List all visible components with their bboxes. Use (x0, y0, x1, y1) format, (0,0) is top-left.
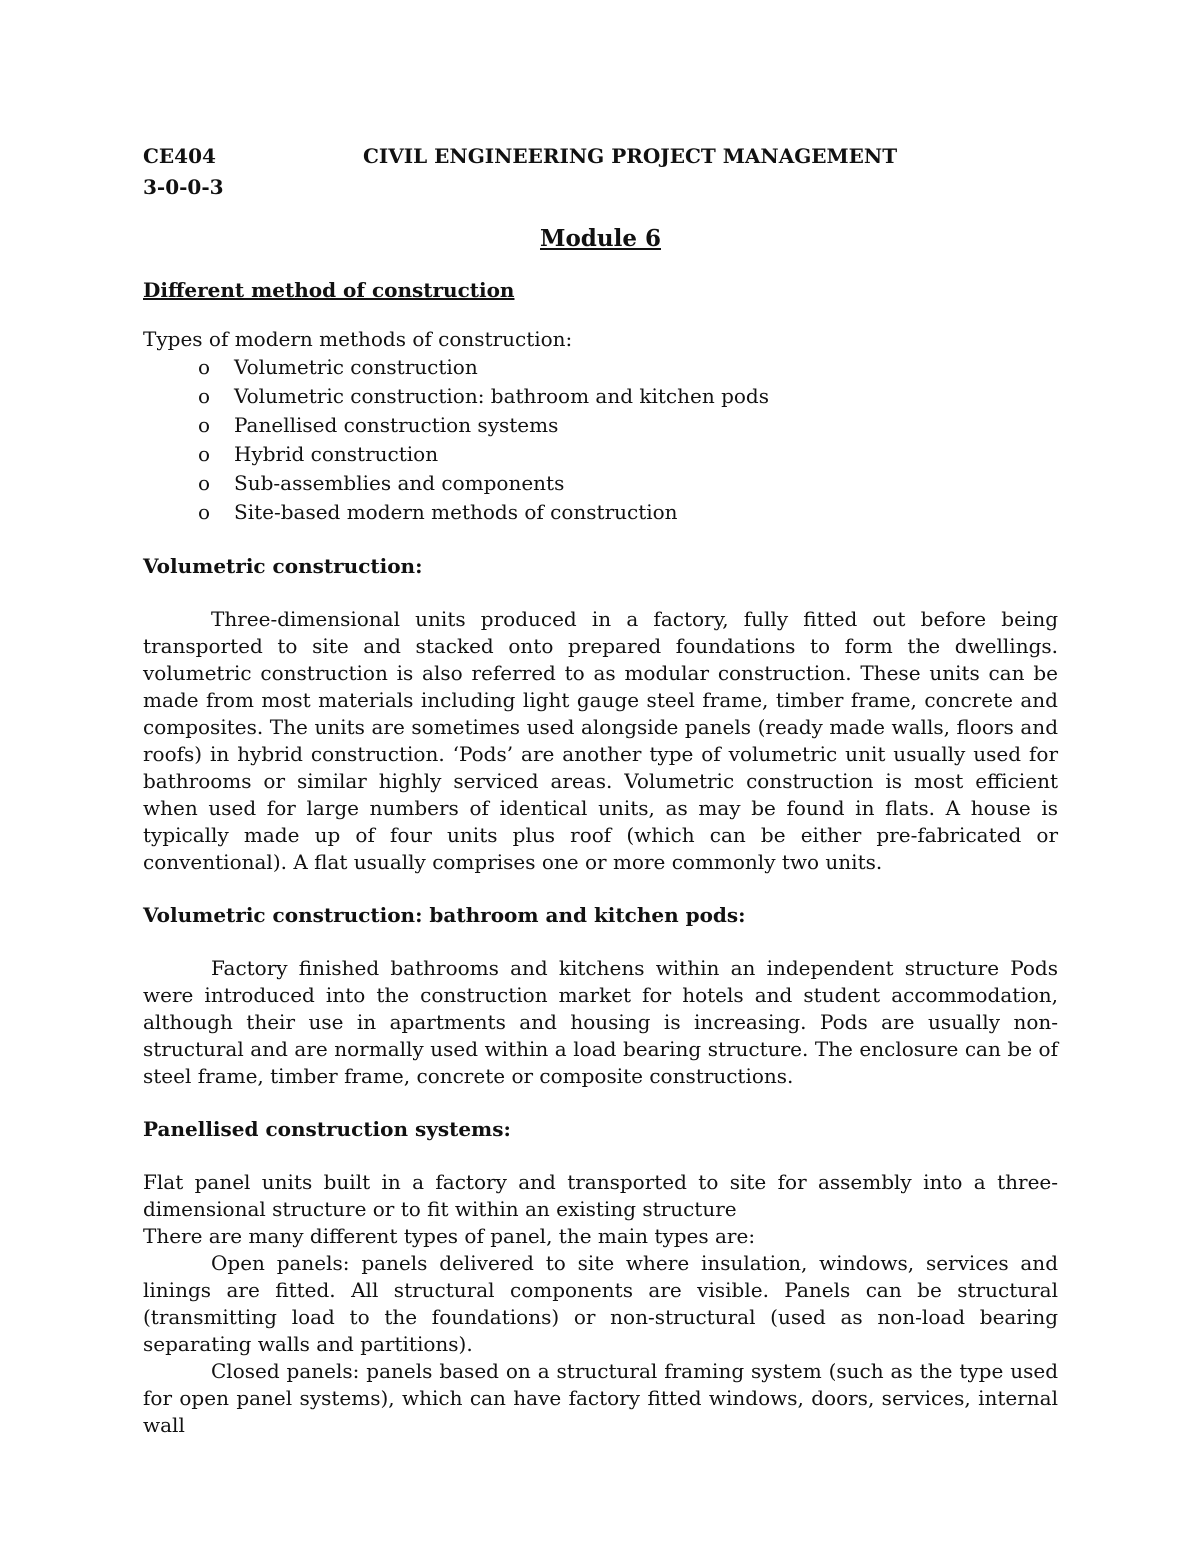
module-title: Module 6 (540, 225, 661, 252)
list-item-text: Volumetric construction: bathroom and kitchen pods (234, 384, 769, 408)
open-panels-paragraph: Open panels: panels delivered to site where insulation, windows, services and linings are fitted. All structural components are visible. Panels can be structural (transmitting load to the foundations) or non-structural (used as non-load bearing separating walls and partitions). (143, 1251, 1058, 1356)
list-item-text: Hybrid construction (234, 442, 439, 466)
bullet-icon: o (198, 413, 211, 437)
section-heading-panellised: Panellised construction systems: (143, 1117, 511, 1141)
panellised-paragraph-2: There are many different types of panel, the main types are: (143, 1224, 756, 1248)
pods-paragraph: Factory finished bathrooms and kitchens within an independent structure Pods were introduced into the construction market for hotels and student accommodation, although their use in apartments and housing is increasing. Pods are usually non-structural and are normally used within a load bearing structure. The enclosure can be of steel frame, timber frame, concrete or composite constructions. (143, 956, 1058, 1088)
course-credits: 3-0-0-3 (143, 175, 224, 199)
section-heading-volumetric: Volumetric construction: (143, 554, 423, 578)
course-title: CIVIL ENGINEERING PROJECT MANAGEMENT (363, 144, 898, 168)
volumetric-paragraph: Three-dimensional units produced in a factory, fully fitted out before being transported to site and stacked onto prepared foundations to form the dwellings. volumetric construction is also referred to as modular construction. These units can be made from most materials including light gauge steel frame, timber frame, concrete and composites. The units are sometimes used alongside panels (ready made walls, floors and roofs) in hybrid construction. ‘Pods’ are another type of volumetric unit usually used for bathrooms or similar highly serviced areas. Volumetric construction is most efficient when used for large numbers of identical units, as may be found in flats. A house is typically made up of four units plus roof (which can be either pre-fabricated or conventional). A flat usually comprises one or more commonly two units. (143, 607, 1058, 874)
bullet-icon: o (198, 442, 211, 466)
methods-intro: Types of modern methods of construction: (143, 327, 573, 351)
course-code: CE404 (143, 144, 216, 168)
bullet-icon: o (198, 355, 211, 379)
list-item-text: Site-based modern methods of construction (234, 500, 678, 524)
methods-list (143, 353, 1058, 527)
list-item (198, 382, 1058, 411)
list-item (198, 411, 1058, 440)
list-item (198, 469, 1058, 498)
bullet-icon: o (198, 500, 211, 524)
list-item-text: Panellised construction systems (234, 413, 559, 437)
list-item (198, 353, 1058, 382)
closed-panels-paragraph: Closed panels: panels based on a structural framing system (such as the type used for open panel systems), which can have factory fitted windows, doors, services, internal wall (143, 1359, 1058, 1437)
course-header (143, 143, 1058, 170)
section-heading-methods: Different method of construction (143, 278, 515, 302)
list-item-text: Sub-assemblies and components (234, 471, 565, 495)
list-item (198, 440, 1058, 469)
bullet-icon: o (198, 471, 211, 495)
section-heading-pods: Volumetric construction: bathroom and kitchen pods: (143, 903, 746, 927)
page-content (143, 143, 1058, 1439)
bullet-icon: o (198, 384, 211, 408)
list-item-text: Volumetric construction (234, 355, 478, 379)
list-item (198, 498, 1058, 527)
panellised-paragraph-1: Flat panel units built in a factory and transported to site for assembly into a three-dimensional structure or to fit within an existing structure (143, 1170, 1058, 1221)
